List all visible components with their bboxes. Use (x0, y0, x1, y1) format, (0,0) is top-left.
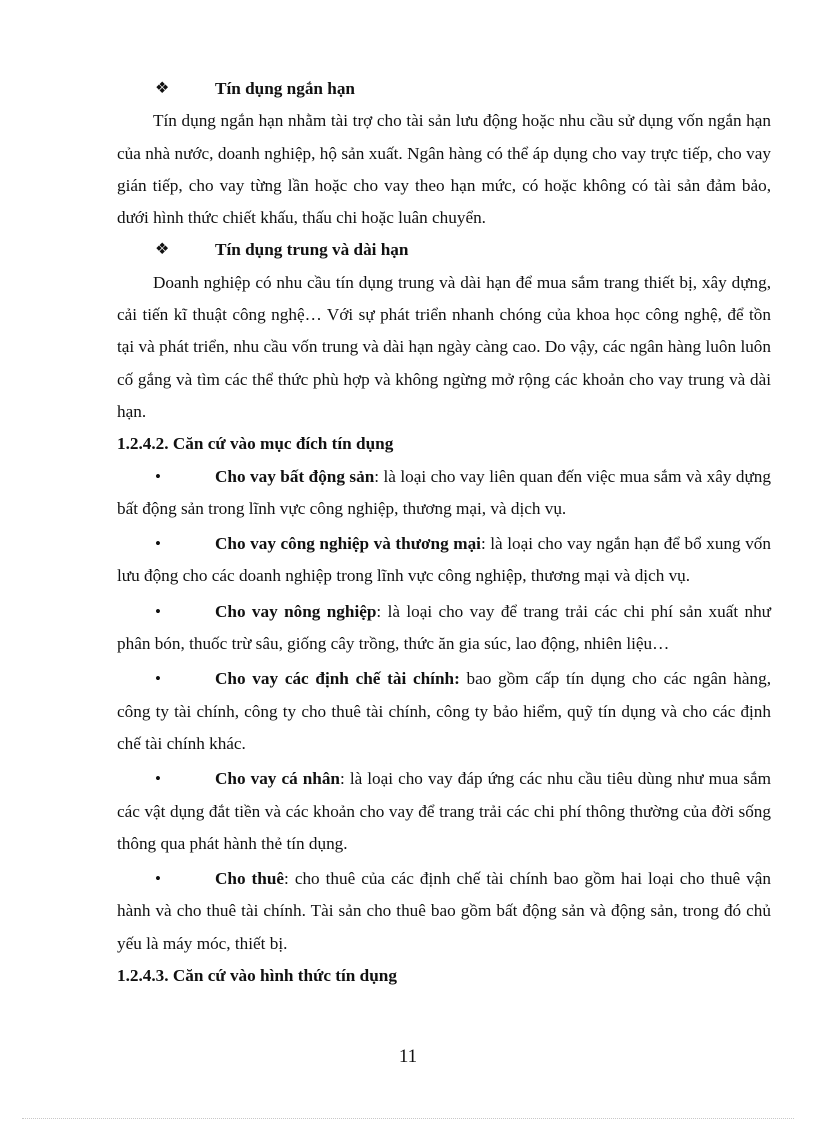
list-item-text: là loại cho vay ngắn hạn để bổ xung vốn lưu động cho các doanh nghiệp trong lĩnh vực công nghiệp, thương mại và dịch vụ. (117, 534, 771, 586)
list-item (117, 461, 771, 526)
list-item-text: là loại cho vay để trang trải các chi phí sản xuất như phân bón, thuốc trừ sâu, giống cây trồng, thức ăn gia súc, lao động, nhiên liệu… (117, 601, 771, 654)
list-item-separator (460, 669, 467, 688)
list-item-separator: : (480, 534, 491, 554)
section-heading-purpose: 1.2.4.2. Căn cứ vào mục đích tín dụng (117, 434, 394, 454)
document-page (117, 73, 771, 992)
list-item-term: Cho vay bất động sản (215, 466, 375, 486)
list-item (117, 596, 771, 661)
list-item-separator: : (339, 769, 350, 789)
subheading-text: Tín dụng ngắn hạn (215, 79, 355, 98)
list-item-term: Cho vay cá nhân (215, 769, 340, 789)
page-bottom-divider (22, 1118, 794, 1119)
list-item (117, 763, 771, 860)
list-item (117, 663, 771, 760)
list-item-term: Cho thuê (215, 869, 285, 889)
list-item-text: cho thuê của các định chế tài chính bao gồm hai loại cho thuê vận hành và cho thuê tài chính. Tài sản cho thuê bao gồm bất động sản và động sản, trong đó chủ yếu là máy móc, thiết bị. (117, 869, 771, 953)
list-item-text: bao gồm cấp tín dụng cho các ngân hàng, công ty tài chính, công ty cho thuê tài chính, công ty bảo hiểm, quỹ tín dụng và cho các định chế tài chính khác. (117, 669, 772, 753)
diamond-bullet-icon: ❖ (155, 80, 170, 97)
subheading-short-term (117, 73, 771, 105)
subheading-mid-long-term (117, 234, 771, 266)
list-item-term: Cho vay các định chế tài chính: (215, 669, 460, 689)
round-bullet-icon: • (155, 669, 161, 689)
page-number: 11 (398, 1046, 418, 1067)
list-item-text: là loại cho vay liên quan đến việc mua sắm và xây dựng bất động sản trong lĩnh vực công nghiệp, thương mại, và dịch vụ. (117, 466, 771, 518)
round-bullet-icon: • (155, 601, 161, 621)
round-bullet-icon: • (155, 869, 161, 889)
subheading-text: Tín dụng trung và dài hạn (215, 240, 409, 260)
paragraph-short-term: Tín dụng ngắn hạn nhằm tài trợ cho tài sản lưu động hoặc nhu cầu sử dụng vốn ngắn hạn của nhà nước, doanh nghiệp, hộ sản xuất. Ngân hàng có thể áp dụng cho vay trực tiếp, cho vay gián tiếp, cho vay từng lần hoặc cho vay theo hạn mức, có hoặc không có tài sản đảm bảo, dưới hình thức chiết khấu, thấu chi hoặc luân chuyển. (117, 111, 771, 228)
round-bullet-icon: • (155, 769, 161, 789)
list-item-term: Cho vay nông nghiệp (215, 601, 377, 621)
list-item-separator: : (284, 869, 295, 889)
paragraph-mid-long-term: Doanh nghiệp có nhu cầu tín dụng trung và dài hạn để mua sắm trang thiết bị, xây dựng, cải tiến kĩ thuật công nghệ… Với sự phát triển nhanh chóng của khoa học công nghệ, để tồn tại và phát triển, nhu cầu vốn trung và dài hạn ngày càng cao. Do vậy, các ngân hàng luôn luôn cố gắng và tìm các thể thức phù hợp và không ngừng mở rộng các khoản cho vay trung và dài hạn. (117, 272, 771, 421)
round-bullet-icon: • (155, 466, 161, 486)
round-bullet-icon: • (155, 534, 161, 554)
list-item (117, 863, 771, 960)
list-item-separator: : (374, 466, 384, 486)
list-item-text: là loại cho vay đáp ứng các nhu cầu tiêu dùng như mua sắm các vật dụng đắt tiền và các khoản cho vay để trang trải các chi phí thông thường của đời sống thông qua phát hành thẻ tín dụng. (117, 769, 771, 853)
list-item-term: Cho vay công nghiệp và thương mại (215, 534, 481, 554)
section-heading-form: 1.2.4.3. Căn cứ vào hình thức tín dụng (117, 966, 397, 986)
diamond-bullet-icon: ❖ (155, 241, 170, 259)
list-item (117, 528, 771, 593)
list-item-separator: : (376, 601, 388, 621)
